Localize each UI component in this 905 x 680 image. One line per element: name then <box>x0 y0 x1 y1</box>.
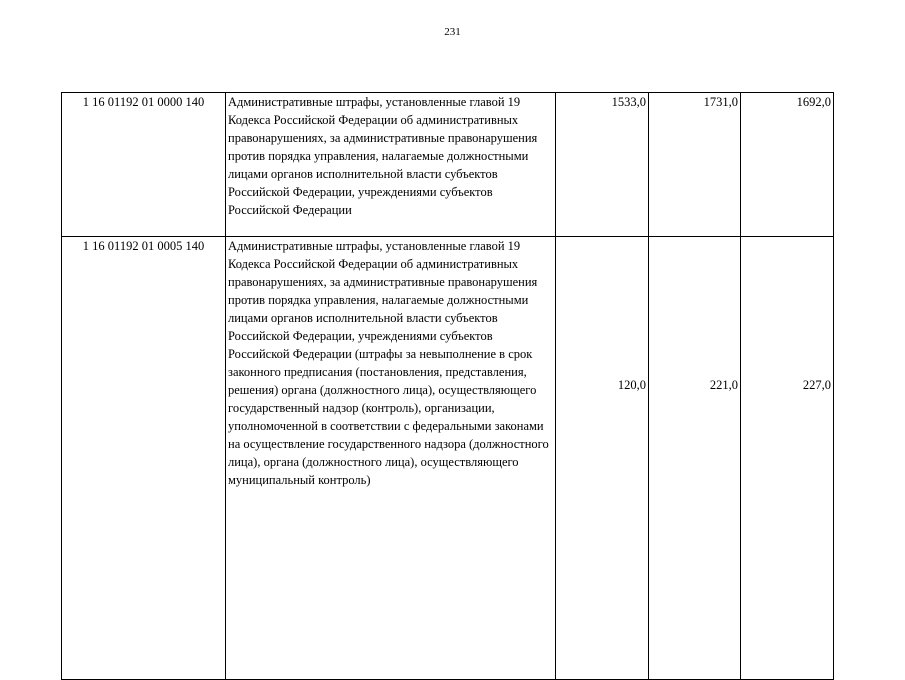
budget-code-cell: 1 16 01192 01 0000 140 <box>62 93 226 237</box>
table-row <box>62 93 834 237</box>
value-cell-1: 1533,0 <box>556 93 649 237</box>
description-cell: Административные штрафы, установленные главой 19 Кодекса Российской Федерации об административных правонарушениях, за административные правонарушения против порядка управления, налагаемые должностными лицами органов исполнительной власти субъектов Российской Федерации, учреждениями субъектов Российской Федерации <box>226 93 556 237</box>
table-row <box>62 237 834 680</box>
budget-code-cell: 1 16 01192 01 0005 140 <box>62 237 226 680</box>
page-number: 231 <box>444 26 461 38</box>
value-cell-2: 221,0 <box>649 237 741 680</box>
budget-table <box>61 92 834 680</box>
description-cell: Административные штрафы, установленные главой 19 Кодекса Российской Федерации об административных правонарушениях, за административные правонарушения против порядка управления, налагаемые должностными лицами органов исполнительной власти субъектов Российской Федерации, учреждениями субъектов Российской Федерации (штрафы за невыполнение в срок законного предписания (постановления, представления, решения) органа (должностного лица), осуществляющего государственный надзор (контроль), организации, уполномоченной в соответствии с федеральными законами на осуществление государственного надзора (должностного лица), органа (должностного лица), осуществляющего муниципальный контроль) <box>226 237 556 680</box>
value-cell-2: 1731,0 <box>649 93 741 237</box>
value-cell-1: 120,0 <box>556 237 649 680</box>
value-cell-3: 1692,0 <box>741 93 834 237</box>
value-cell-3: 227,0 <box>741 237 834 680</box>
